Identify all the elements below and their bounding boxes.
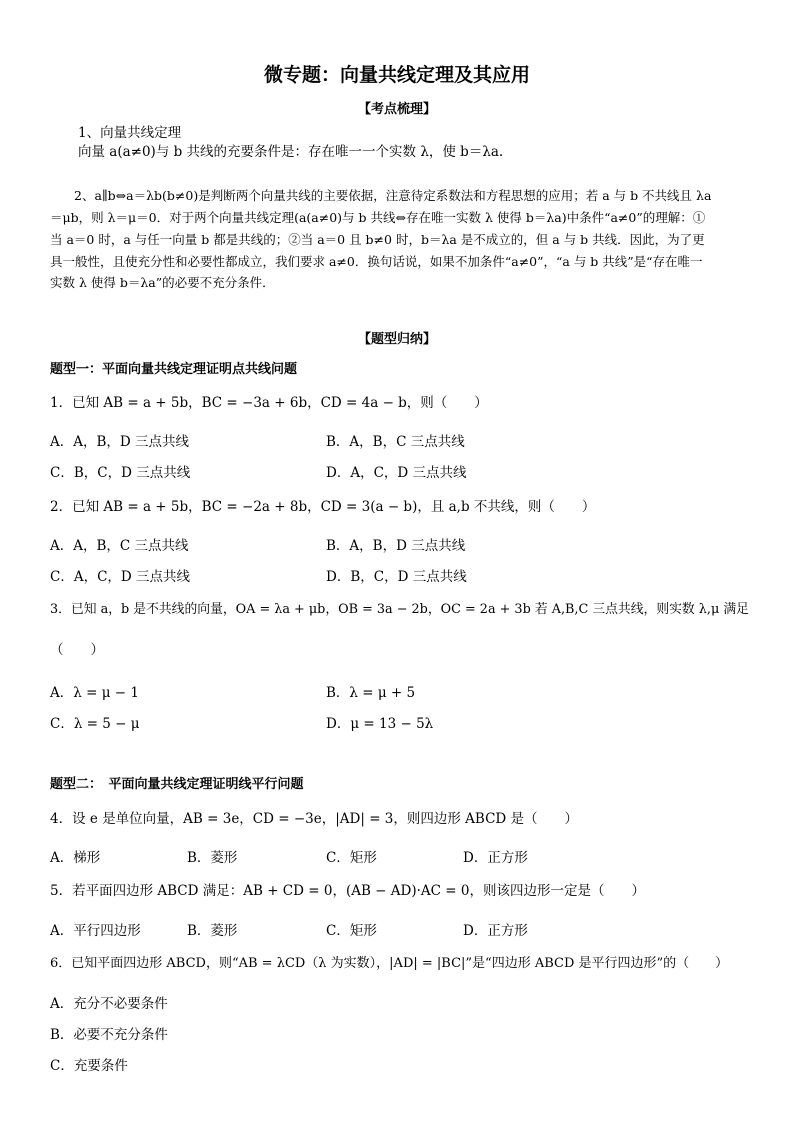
point2-line4: 具一般性，且使充分性和必要性都成立，我们要求 a≠0．换句话说，如果不加条件“a≠0”，“a 与 b 共线”是“存在唯一 bbox=[50, 254, 703, 269]
point2-line2: ＝μb，则 λ＝μ＝0．对于两个向量共线定理(a(a≠0)与 b 共线⇔存在唯一实数 λ 使得 b＝λa)中条件“a≠0”的理解：① bbox=[50, 210, 706, 225]
question-type-2-heading: 题型二： 平面向量共线定理证明线平行问题 bbox=[50, 777, 304, 792]
question-5-option-d: D．正方形 bbox=[463, 923, 528, 939]
question-1-option-c: C．B，C，D 三点共线 bbox=[50, 465, 191, 481]
question-4-option-d: D．正方形 bbox=[463, 850, 528, 866]
question-5-option-b: B．菱形 bbox=[187, 923, 238, 939]
question-3-option-c: C．λ = 5 − μ bbox=[50, 716, 140, 732]
section-heading-question-types: 【题型归纳】 bbox=[357, 332, 436, 347]
question-6-stem: 6．已知平面四边形 ABCD，则“AB = λCD（λ 为实数），|AD| = |BC|”是“四边形 ABCD 是平行四边形”的（ ） bbox=[50, 956, 729, 971]
page-title: 微专题：向量共线定理及其应用 bbox=[263, 64, 530, 86]
question-2-option-a: A．A，B，C 三点共线 bbox=[50, 538, 189, 554]
question-5-option-a: A．平行四边形 bbox=[50, 923, 141, 939]
question-3-option-a: A．λ = μ − 1 bbox=[50, 685, 139, 701]
question-5-stem: 5．若平面四边形 ABCD 满足：AB + CD = 0，(AB − AD)·AC = 0，则该四边形一定是（ ） bbox=[50, 883, 645, 899]
question-3-answer-paren: （ ） bbox=[50, 642, 104, 658]
question-1-option-d: D．A，C，D 三点共线 bbox=[326, 465, 467, 481]
question-1-option-a: A．A，B，D 三点共线 bbox=[50, 434, 190, 450]
question-6-option-a: A．充分不必要条件 bbox=[50, 996, 168, 1012]
point1-text: 向量 a(a≠0)与 b 共线的充要条件是：存在唯一一个实数 λ，使 b＝λa. bbox=[78, 144, 504, 160]
question-3-option-d: D．μ = 13 − 5λ bbox=[326, 716, 434, 732]
question-6-option-c: C．充要条件 bbox=[50, 1058, 128, 1074]
question-4-option-b: B．菱形 bbox=[187, 850, 238, 866]
section-heading-key-points: 【考点梳理】 bbox=[357, 102, 436, 117]
question-type-1-heading: 题型一：平面向量共线定理证明点共线问题 bbox=[50, 362, 298, 377]
question-1-stem: 1．已知 AB = a + 5b，BC = −3a + 6b，CD = 4a − b，则（ ） bbox=[50, 395, 488, 411]
point2-line5: 实数 λ 使得 b＝λa”的必要不充分条件． bbox=[50, 275, 275, 290]
question-3-option-b: B．λ = μ + 5 bbox=[326, 685, 416, 701]
point1-heading: 1、向量共线定理 bbox=[78, 125, 182, 141]
question-2-stem: 2．已知 AB = a + 5b，BC = −2a + 8b，CD = 3(a − b)，且 a,b 不共线，则（ ） bbox=[50, 499, 596, 515]
question-4-stem: 4．设 e 是单位向量，AB = 3e，CD = −3e，|AD| = 3，则四边形 ABCD 是（ ） bbox=[50, 811, 579, 827]
question-1-option-b: B．A，B，C 三点共线 bbox=[326, 434, 465, 450]
question-4-option-c: C．矩形 bbox=[326, 850, 377, 866]
question-2-option-c: C．A，C，D 三点共线 bbox=[50, 569, 191, 585]
point2-line1: 2、a∥b⇔a＝λb(b≠0)是判断两个向量共线的主要依据，注意待定系数法和方程思想的应用；若 a 与 b 不共线且 λa bbox=[74, 188, 712, 203]
question-4-option-a: A．梯形 bbox=[50, 850, 101, 866]
question-3-stem: 3．已知 a，b 是不共线的向量，OA = λa + μb，OB = 3a − 2b，OC = 2a + 3b 若 A,B,C 三点共线，则实数 λ,μ 满足 bbox=[50, 602, 749, 617]
question-2-option-b: B．A，B，D 三点共线 bbox=[326, 538, 466, 554]
question-2-option-d: D．B，C，D 三点共线 bbox=[326, 569, 467, 585]
question-5-option-c: C．矩形 bbox=[326, 923, 377, 939]
point2-line3: 当 a＝0 时，a 与任一向量 b 都是共线的；②当 a＝0 且 b≠0 时，b＝λa 是不成立的，但 a 与 b 共线．因此，为了更 bbox=[50, 232, 705, 247]
question-6-option-b: B．必要不充分条件 bbox=[50, 1027, 168, 1043]
